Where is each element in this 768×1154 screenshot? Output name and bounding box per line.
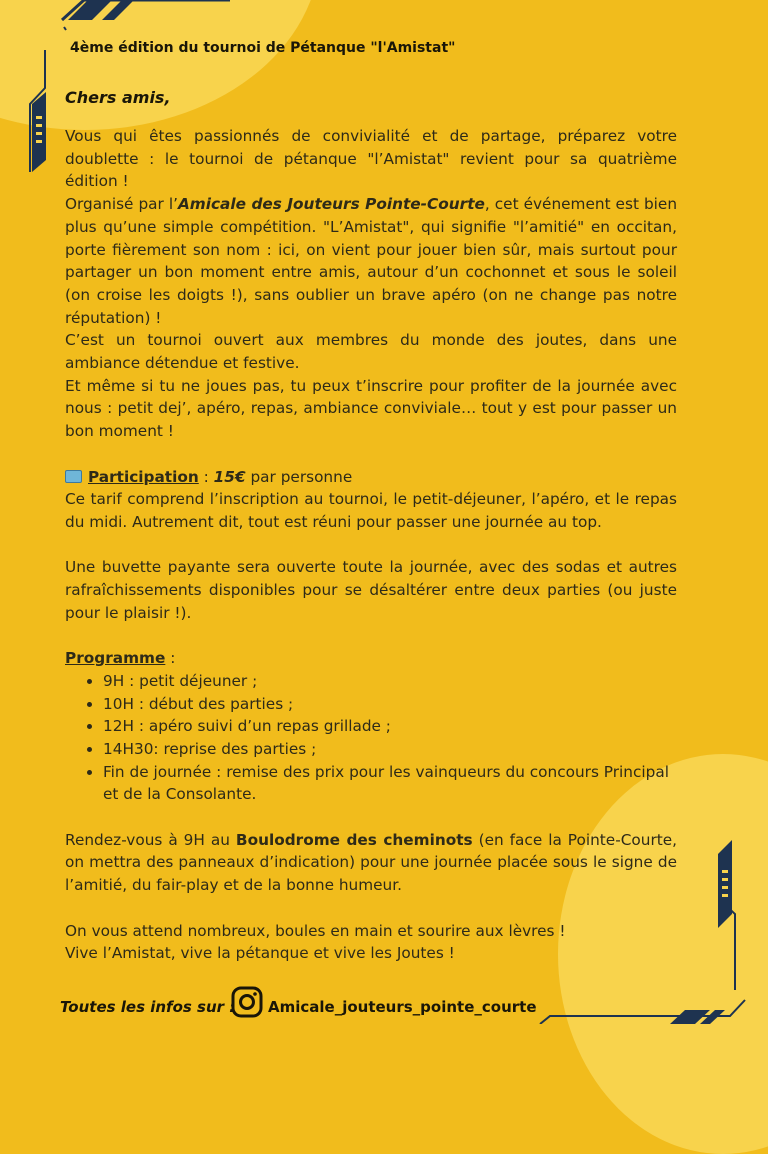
programme-label: Programme xyxy=(65,649,166,668)
money-icon xyxy=(65,470,82,483)
letter-body xyxy=(65,125,677,965)
organizer-name: Amicale des Jouteurs Pointe-Courte xyxy=(177,195,485,214)
intro-paragraph-4: Et même si tu ne joues pas, tu peux t’inscrire pour profiter de la journée avec nous : petit dej’, apéro, repas, ambiance conviviale… tout y est pour passer un bon moment ! xyxy=(65,376,677,441)
footer xyxy=(60,983,660,1023)
programme-item: • 12H : apéro suivi d’un repas grillade ; xyxy=(103,715,677,738)
intro-paragraph-3: C’est un tournoi ouvert aux membres du monde des joutes, dans une ambiance détendue et festive. xyxy=(65,331,677,373)
programme-item: • 14H30: reprise des parties ; xyxy=(103,738,677,761)
rdv-prefix: Rendez-vous à 9H au xyxy=(65,830,236,849)
document-title: 4ème édition du tournoi de Pétanque "l'Amistat" xyxy=(70,40,456,56)
participation-label: Participation xyxy=(88,467,199,486)
programme-heading xyxy=(65,647,677,670)
instagram-icon[interactable] xyxy=(231,986,263,1018)
rendezvous-paragraph xyxy=(65,829,677,897)
programme-item: • Fin de journée : remise des prix pour les vainqueurs du concours Principal et de la Consolante. xyxy=(103,761,677,806)
programme-list xyxy=(65,670,677,806)
buvette-paragraph: Une buvette payante sera ouverte toute la journée, avec des sodas et autres rafraîchissements disponibles pour se désaltérer entre deux parties (ou juste pour le plaisir !). xyxy=(65,558,677,622)
participation-per: par personne xyxy=(245,467,353,486)
greeting: Chers amis, xyxy=(65,88,171,107)
programme-sep: : xyxy=(165,649,176,668)
closing-line-2: Vive l’Amistat, vive la pétanque et vive les Joutes ! xyxy=(65,944,455,963)
footer-label: Toutes les infos sur : xyxy=(60,998,236,1016)
closing-line-1: On vous attend nombreux, boules en main et sourire aux lèvres ! xyxy=(65,921,566,940)
intro-paragraph-2 xyxy=(65,193,677,329)
participation-line xyxy=(65,466,677,489)
rdv-suffix: (en face la Pointe-Courte, on mettra des panneaux d’indication) pour une journée placée sous le signe de l’amitié, du fair-play et de la bonne humeur. xyxy=(65,830,678,895)
programme-item: • 10H : début des parties ; xyxy=(103,693,677,716)
intro-p2-suffix: , cet événement est bien plus qu’une simple compétition. "L’Amistat", qui signifie "l’amitié" en occitan, porte fièrement son nom : ici, on vient pour jouer bien sûr, mais surtout pour partager un bon moment entre amis, autour d’un cochonnet et sous le soleil (on croise les doigts !), sans oublier un brave apéro (on ne change pas notre réputation) ! xyxy=(65,195,678,327)
instagram-handle[interactable]: Amicale_jouteurs_pointe_courte xyxy=(268,998,537,1016)
participation-price: 15€ xyxy=(213,467,246,486)
intro-paragraph-1: Vous qui êtes passionnés de convivialité et de partage, préparez votre doublette : le tournoi de pétanque "l’Amistat" revient pour sa quatrième édition ! xyxy=(65,127,677,191)
participation-description: Ce tarif comprend l’inscription au tournoi, le petit-déjeuner, l’apéro, et le repas du midi. Autrement dit, tout est réuni pour passer une journée au top. xyxy=(65,490,677,531)
participation-sep: : xyxy=(198,467,214,486)
intro-p2-prefix: Organisé par l’ xyxy=(65,195,178,214)
programme-item: • 9H : petit déjeuner ; xyxy=(103,670,677,693)
venue-name: Boulodrome des cheminots xyxy=(235,830,473,849)
